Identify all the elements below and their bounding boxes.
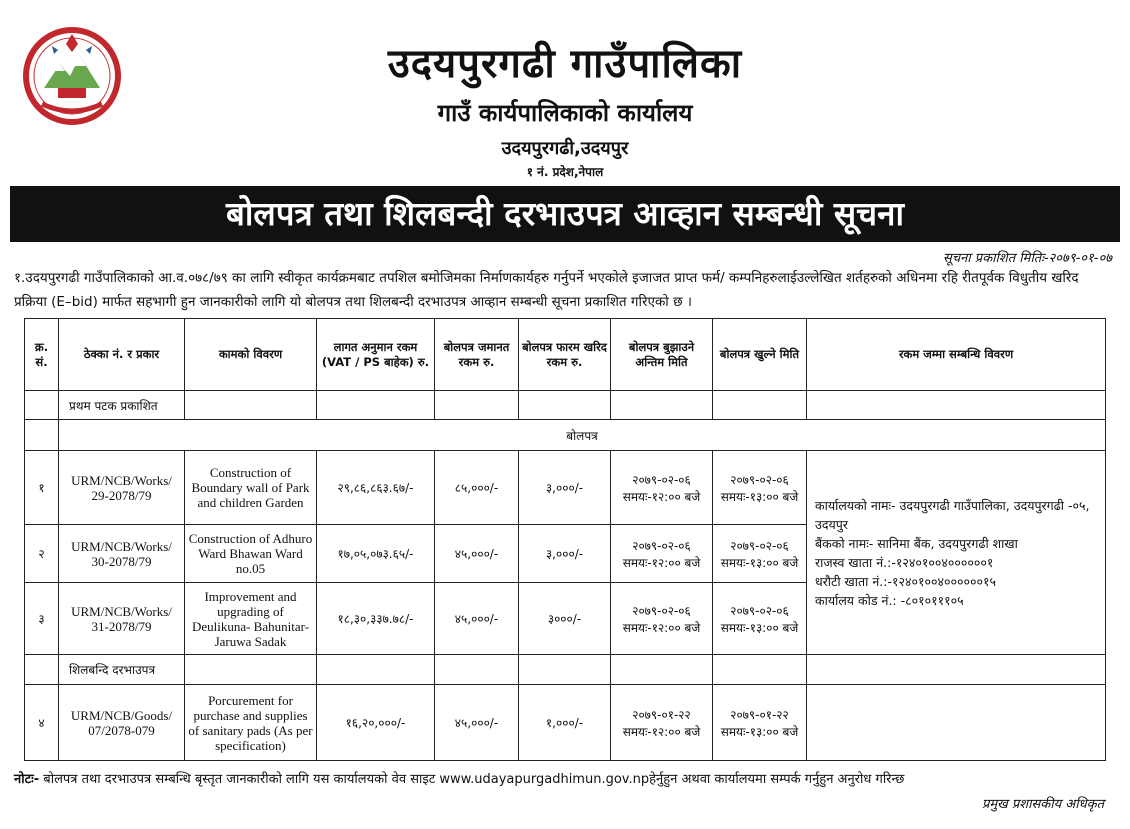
- tender-table: [24, 318, 1106, 761]
- opening-time: समयः-१३:०० बजे: [720, 724, 799, 739]
- row-submission: [611, 525, 713, 583]
- row-description: Construction of Adhuro Ward Bhawan Ward no.05: [185, 525, 317, 583]
- row-contract: URM/NCB/Works/ 30-2078/79: [59, 525, 185, 583]
- submission-date: २०७९-०२-०६: [632, 603, 691, 618]
- row-security: ४५,०००/-: [435, 685, 519, 761]
- row-sn: २: [25, 525, 59, 583]
- table-row: [25, 391, 1106, 420]
- header-sn: क्र. सं.: [25, 319, 59, 391]
- opening-date: २०७९-०२-०६: [730, 538, 789, 553]
- row-opening: [713, 685, 807, 761]
- submission-time: समयः-१२:०० बजे: [622, 724, 701, 739]
- submission-time: समयः-१२:०० बजे: [622, 620, 701, 635]
- opening-time: समयः-१३:०० बजे: [720, 489, 799, 504]
- opening-time: समयः-१३:०० बजे: [720, 620, 799, 635]
- header-contract: ठेक्का नं. र प्रकार: [59, 319, 185, 391]
- row-cost: १८,३०,३३७.७८/-: [317, 583, 435, 655]
- row-form-fee: १,०००/-: [519, 685, 611, 761]
- header-bid-security: बोलपत्र जमानत रकम रु.: [435, 319, 519, 391]
- row-form-fee: ३,०००/-: [519, 525, 611, 583]
- opening-date: २०७९-०२-०६: [730, 603, 789, 618]
- opening-date: २०७९-०१-२२: [730, 707, 789, 722]
- intro-paragraph: १.उदयपुरगढी गाउँपालिकाको आ.व.०७८/७९ का लागि स्वीकृत कार्यक्रमबाट तपशिल बमोजिमका निर्माणकार्यहरु गर्नुपर्ने भएकोले इजाजत प्राप्त फर्म/ कम्पनिहरुलाईउल्लेखित शर्तहरुको अधिनमा रहि रीतपूर्वक विधुतीय खरिद प्रक्रिया (E–bid) मार्फत सहभागी हुन जानकारीको लागि यो बोलपत्र तथा शिलबन्दी दरभाउपत्र आव्हान सम्बन्धी सूचना प्रकाशित गरिएको छ ।: [14, 270, 1079, 310]
- notice-banner: बोलपत्र तथा शिलबन्दी दरभाउपत्र आव्हान सम्बन्धी सूचना: [10, 186, 1120, 242]
- row-security: ४५,०००/-: [435, 525, 519, 583]
- header-form-fee: बोलपत्र फारम खरिद रकम रु.: [519, 319, 611, 391]
- table-row: [25, 655, 1106, 685]
- opening-time: समयः-१३:०० बजे: [720, 555, 799, 570]
- header-opening-date: बोलपत्र खुल्ने मिति: [713, 319, 807, 391]
- submission-time: समयः-१२:०० बजे: [622, 489, 701, 504]
- province-label: १ नं. प्रदेश,नेपाल: [526, 165, 604, 179]
- first-published-label: प्रथम पटक प्रकाशित: [59, 391, 185, 420]
- deposit-details: [807, 451, 1106, 655]
- row-form-fee: ३,०००/-: [519, 451, 611, 525]
- table-row: [25, 451, 1106, 525]
- row-contract: URM/NCB/Works/ 29-2078/79: [59, 451, 185, 525]
- row-security: ८५,०००/-: [435, 451, 519, 525]
- row-contract: URM/NCB/Works/ 31-2078/79: [59, 583, 185, 655]
- detail-office: कार्यालयको नामः- उदयपुरगढी गाउँपालिका, उदयपुरगढी -०५, उदयपुर: [815, 497, 1090, 532]
- submission-date: २०७९-०१-२२: [632, 707, 691, 722]
- row-submission: [611, 451, 713, 525]
- submission-date: २०७९-०२-०६: [632, 538, 691, 553]
- page-title: उदयपुरगढी गाउँपालिका: [387, 41, 743, 87]
- header-deposit-details: रकम जम्मा सम्बन्धि विवरण: [807, 319, 1106, 391]
- row-description: Porcurement for purchase and supplies of sanitary pads (As per specification): [185, 685, 317, 761]
- row-opening: [713, 583, 807, 655]
- published-date: सूचना प्रकाशित मितिः-२०७९-०१-०७: [943, 251, 1112, 266]
- detail-bank: बैंकको नामः- सानिमा बैंक, उदयपुरगढी शाखा: [815, 535, 1018, 551]
- municipality-emblem-icon: [22, 26, 122, 126]
- header-submission-date: बोलपत्र बुझाउने अन्तिम मिति: [611, 319, 713, 391]
- header-cost-estimate: लागत अनुमान रकम (VAT / PS बाहेक) रु.: [317, 319, 435, 391]
- row-contract: URM/NCB/Goods/ 07/2078-079: [59, 685, 185, 761]
- row-cost: १७,०५,०७३.६५/-: [317, 525, 435, 583]
- table-row: [25, 685, 1106, 761]
- office-subtitle: गाउँ कार्यपालिकाको कार्यालय: [437, 99, 693, 127]
- detail-revenue-account: राजस्व खाता नं.:-१२४०१००४००००००१: [815, 554, 994, 570]
- row-opening: [713, 451, 807, 525]
- detail-office-code: कार्यालय कोड नं.: -८०१०१११०५: [815, 592, 964, 608]
- row-cost: १६,२०,०००/-: [317, 685, 435, 761]
- row-opening: [713, 525, 807, 583]
- section-sealed-label: शिलबन्दि दरभाउपत्र: [59, 655, 185, 685]
- section-bid-label: बोलपत्र: [59, 420, 1106, 451]
- submission-date: २०७९-०२-०६: [632, 472, 691, 487]
- row-submission: [611, 583, 713, 655]
- row-sn: १: [25, 451, 59, 525]
- row-description: Construction of Boundary wall of Park and children Garden: [185, 451, 317, 525]
- row-cost: २९,८६,८६३.६७/-: [317, 451, 435, 525]
- submission-time: समयः-१२:०० बजे: [622, 555, 701, 570]
- detail-deposit-account: धरौटी खाता नं.:-१२४०१००४००००००१५: [815, 573, 996, 589]
- note-label: नोटः-: [14, 772, 40, 787]
- row-submission: [611, 685, 713, 761]
- table-row: [25, 420, 1106, 451]
- table-header-row: [25, 319, 1106, 391]
- note-text: बोलपत्र तथा दरभाउपत्र सम्बन्धि बृस्तृत जानकारीको लागि यस कार्यालयको वेव साइट www.udayapurgadhimun.gov.npहेर्नुहुन अथवा कार्यालयमा सम्पर्क गर्नुहुन अनुरोध गरिन्छ: [43, 772, 905, 787]
- row-description: Improvement and upgrading of Deulikuna- Bahunitar- Jaruwa Sadak: [185, 583, 317, 655]
- officer-signature: प्रमुख प्रशासकीय अधिकृत: [981, 797, 1104, 812]
- row-security: ४५,०००/-: [435, 583, 519, 655]
- opening-date: २०७९-०२-०६: [730, 472, 789, 487]
- notice-header: [0, 0, 1130, 186]
- office-location: उदयपुरगढी,उदयपुर: [501, 138, 629, 159]
- header-description: कामको विवरण: [185, 319, 317, 391]
- row-form-fee: ३०००/-: [519, 583, 611, 655]
- footer-note: [14, 769, 1119, 787]
- row-sn: ४: [25, 685, 59, 761]
- row-sn: ३: [25, 583, 59, 655]
